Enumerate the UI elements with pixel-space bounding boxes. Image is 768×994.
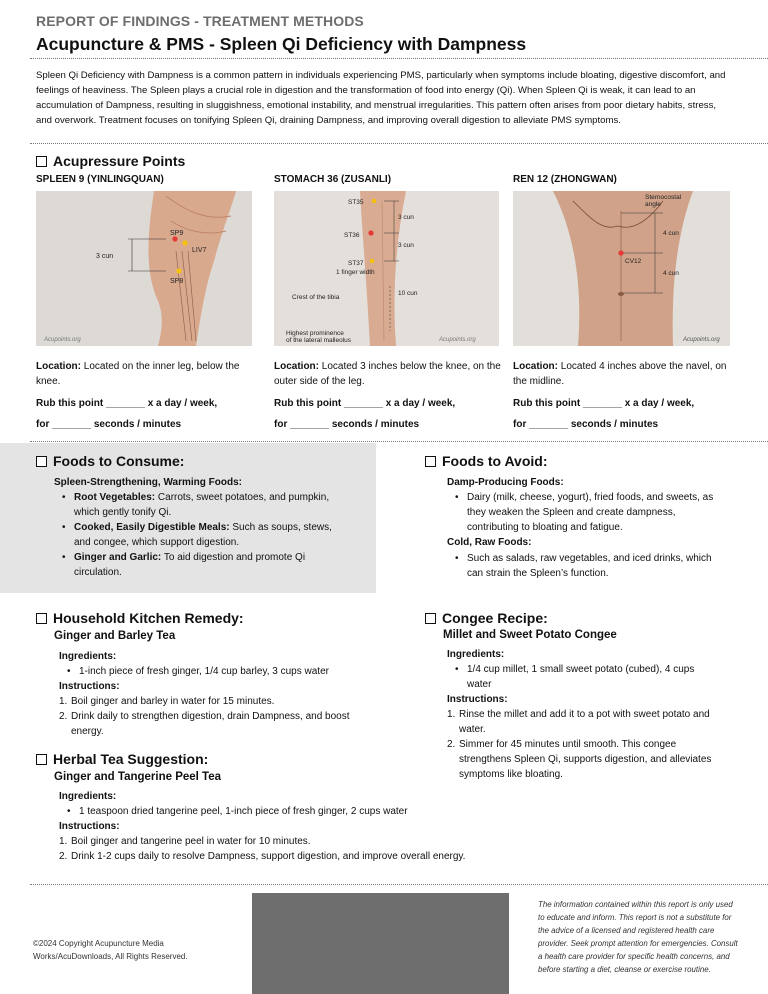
ingredients-label: Ingredients: — [59, 791, 117, 802]
svg-text:SP9: SP9 — [170, 230, 184, 237]
point-location: Location: Located 3 inches below the knee, on the outer side of the leg. — [274, 361, 501, 387]
cold-foods-list — [447, 551, 719, 581]
intro-paragraph: Spleen Qi Deficiency with Dampness is a common pattern in individuals experiencing PMS, particularly when symptoms include bloating, digestive discomfort, and feelings of heaviness. The Spleen plays a crucial role in digestion and the transformation of food into energy (Qi). When Spleen Qi is weak, it can lead to an accumulation of Dampness, resulting in sluggishness, emotional instability, and menstrual irregularities. This pattern often arises from poor dietary habits, stress, and overwork. Treatment focuses on tonifying Spleen Qi, draining Dampness, and improving overall digestion to alleviate PMS symptoms. — [36, 70, 726, 126]
foods-consume-subheading: Spleen-Strengthening, Warming Foods: — [54, 477, 242, 488]
svg-text:Acupoints.org: Acupoints.org — [44, 337, 81, 343]
svg-text:1 finger width: 1 finger width — [336, 269, 375, 276]
list-item: 1. Rinse the millet and add it to a pot with sweet potato and water. — [447, 709, 710, 735]
instructions-label: Instructions: — [59, 821, 120, 832]
svg-text:3 cun: 3 cun — [96, 253, 114, 260]
divider — [30, 58, 768, 59]
svg-text:4 cun: 4 cun — [663, 230, 679, 237]
point-location: Location: Located 4 inches above the navel, on the midline. — [513, 361, 727, 387]
svg-text:Crest of the tibia: Crest of the tibia — [292, 294, 340, 301]
list-item: • 1-inch piece of fresh ginger, 1/4 cup barley, 3 cups water — [59, 664, 359, 679]
spleen9-image — [36, 191, 252, 346]
svg-text:LIV7: LIV7 — [192, 247, 207, 254]
recipe-title: Ginger and Tangerine Peel Tea — [54, 771, 222, 783]
svg-text:ST36: ST36 — [344, 232, 360, 239]
disclaimer: The information contained within this report is only used to educate and inform. This report is not a substitute for the advice of a licensed and registered health care provider. Seek prompt attention for emergencies. Consult a health care provider for specific health concerns, and before starting a diet, cleanse or exercise routine. — [538, 900, 738, 974]
list-item: • Root Vegetables: Carrots, sweet potatoes, and pumpkin, which gently tonify Qi. — [54, 490, 344, 520]
rub-duration: for _______ seconds / minutes — [36, 419, 182, 430]
svg-text:10 cun: 10 cun — [398, 290, 418, 297]
recipe-title: Ginger and Barley Tea — [54, 630, 176, 642]
herbal-tea-checkbox[interactable] — [36, 754, 47, 765]
congee-heading: Congee Recipe: — [425, 610, 548, 626]
herbal-tea-heading: Herbal Tea Suggestion: — [36, 751, 208, 767]
list-item: • 1 teaspoon dried tangerine peel, 1-inch piece of fresh ginger, 2 cups water — [59, 804, 559, 819]
svg-text:3 cun: 3 cun — [398, 214, 414, 221]
point-name: STOMACH 36 (ZUSANLI) — [274, 174, 392, 185]
list-item: 2. Drink daily to strengthen digestion, drain Dampness, and boost energy. — [59, 711, 350, 737]
acupressure-heading: Acupressure Points — [36, 153, 185, 169]
copyright: ©2024 Copyright Acupuncture Media Works/AcuDownloads, All Rights Reserved. — [33, 939, 188, 961]
rub-instruction: Rub this point _______ x a day / week, — [36, 398, 218, 409]
svg-text:angle: angle — [645, 201, 661, 208]
congee-checkbox[interactable] — [425, 613, 436, 624]
list-item: 1. Boil ginger and tangerine peel in water for 10 minutes. — [59, 836, 311, 847]
recipe-title: Millet and Sweet Potato Congee — [443, 629, 617, 641]
rub-instruction: Rub this point _______ x a day / week, — [513, 398, 695, 409]
rub-duration: for _______ seconds / minutes — [274, 419, 420, 430]
svg-text:3 cun: 3 cun — [398, 242, 414, 249]
svg-text:Acupoints.org: Acupoints.org — [439, 337, 476, 343]
list-item: • 1/4 cup millet, 1 small sweet potato (cubed), 4 cups water — [447, 662, 717, 692]
damp-foods-list — [447, 490, 719, 535]
ingredients-label: Ingredients: — [447, 649, 505, 660]
list-item: • Cooked, Easily Digestible Meals: Such as soups, stews, and congee, which support digestion. — [54, 520, 344, 550]
damp-foods-title: Damp-Producing Foods: — [447, 477, 564, 488]
kitchen-remedy-heading: Household Kitchen Remedy: — [36, 610, 244, 626]
foods-consume-list — [54, 490, 344, 580]
point-name: SPLEEN 9 (YINLINGQUAN) — [36, 174, 164, 185]
svg-text:4 cun: 4 cun — [663, 270, 679, 277]
list-item: • Dairy (milk, cheese, yogurt), fried foods, and sweets, as they weaken the Spleen and create dampness, contributing to bloating and fatigue. — [447, 490, 719, 535]
acupressure-checkbox[interactable] — [36, 156, 47, 167]
list-item: 1. Boil ginger and barley in water for 15 minutes. — [59, 696, 275, 707]
herbal-tea-body — [59, 789, 559, 864]
footer-logo-block — [252, 893, 509, 994]
svg-text:SP8: SP8 — [170, 278, 184, 285]
ingredients-label: Ingredients: — [59, 651, 117, 662]
point-name: REN 12 (ZHONGWAN) — [513, 174, 617, 185]
list-item: • Such as salads, raw vegetables, and iced drinks, which can strain the Spleen’s function. — [447, 551, 719, 581]
foods-avoid-heading: Foods to Avoid: — [425, 453, 548, 469]
svg-text:CV12: CV12 — [625, 258, 642, 265]
divider — [30, 143, 768, 144]
ren12-image — [513, 191, 730, 346]
point-location: Location: Located on the inner leg, below the knee. — [36, 361, 240, 387]
divider — [30, 884, 768, 885]
svg-text:Highest prominence: Highest prominence — [286, 330, 344, 337]
foods-consume-checkbox[interactable] — [36, 456, 47, 467]
svg-text:ST35: ST35 — [348, 199, 364, 206]
list-item: 2. Drink 1-2 cups daily to resolve Dampness, support digestion, and improve overall energy. — [59, 851, 466, 862]
list-item: • Ginger and Garlic: To aid digestion and promote Qi circulation. — [54, 550, 344, 580]
svg-text:of the lateral malleolus: of the lateral malleolus — [286, 337, 352, 344]
kitchen-remedy-body — [59, 649, 359, 739]
svg-text:Sternocostal: Sternocostal — [645, 194, 682, 201]
instructions-label: Instructions: — [59, 681, 120, 692]
foods-avoid-checkbox[interactable] — [425, 456, 436, 467]
divider — [30, 441, 768, 442]
page-title: Acupuncture & PMS - Spleen Qi Deficiency with Dampness — [36, 34, 527, 54]
report-pretitle: REPORT OF FINDINGS - TREATMENT METHODS — [36, 13, 364, 29]
svg-text:Acupoints.org: Acupoints.org — [683, 337, 720, 343]
list-item: 2. Simmer for 45 minutes until smooth. This congee strengthens Spleen Qi, supports digestion, and alleviates symptoms like bloating. — [447, 739, 712, 780]
cold-foods-title: Cold, Raw Foods: — [447, 537, 532, 548]
kitchen-remedy-checkbox[interactable] — [36, 613, 47, 624]
rub-instruction: Rub this point _______ x a day / week, — [274, 398, 456, 409]
rub-duration: for _______ seconds / minutes — [513, 419, 659, 430]
stomach36-image — [274, 191, 499, 346]
congee-body — [447, 647, 717, 782]
instructions-label: Instructions: — [447, 694, 508, 705]
svg-text:ST37: ST37 — [348, 260, 364, 267]
foods-consume-heading: Foods to Consume: — [36, 453, 184, 469]
